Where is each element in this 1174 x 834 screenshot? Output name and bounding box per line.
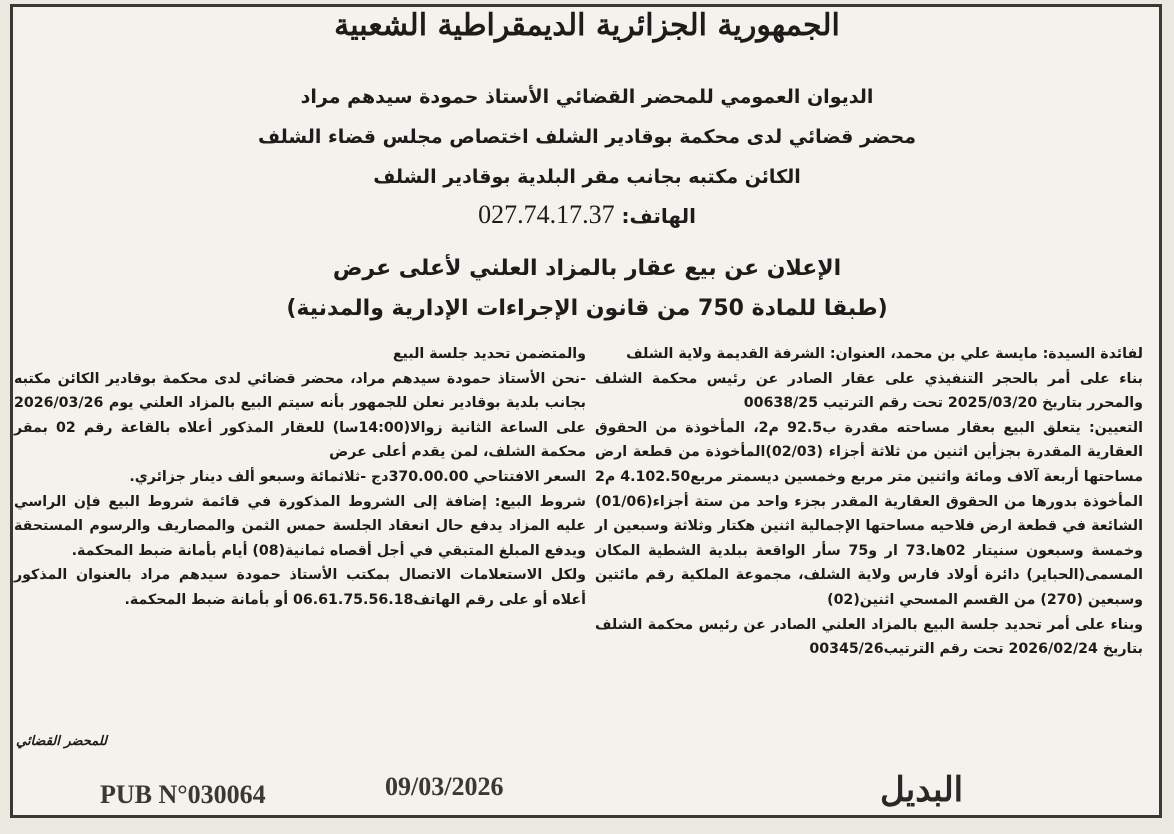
announcement-heading: الإعلان عن بيع عقار بالمزاد العلني لأعلى عرض [332, 256, 842, 281]
left-column [14, 342, 586, 613]
sale-order-paragraph: وبناء على أمر تحديد جلسة البيع بالمزاد العلني الصادر عن رئيس محكمة الشلف بتاريخ 2026/02/24 تحت رقم الترتيب00345/26 [595, 616, 1143, 658]
office-address: الكائن مكتبه بجانب مقر البلدية بوقادير الشلف [373, 166, 801, 188]
newspaper-logo: البديل [880, 770, 964, 810]
office-phone [0, 200, 1174, 230]
signature: للمحضر القضائي [16, 734, 107, 749]
pub-number: PUB N°030064 [100, 780, 266, 809]
office-name: الديوان العمومي للمحضر القضائي الأستاذ حمودة سيدهم مراد [300, 86, 874, 108]
auction-paragraph: -نحن الأستاذ حمودة سيدهم مراد، محضر قضائي لدى محكمة بوقادير الكائن مكتبه بجانب بلدية بوقادير نعلن للجمهور بأنه سيتم البيع بالمزاد العلني يوم 2026/03/26 على الساعة الثانية زوالا(14:00سا) للعقار المذكور أعلاه بالقاعة رقم 02 بمقر محكمة الشلف، لمن يقدم أعلى عرض [14, 370, 587, 461]
beneficiary-paragraph: لفائدة السيدة: مايسة علي بن محمد، العنوان: الشرفة القديمة ولاية الشلف [626, 346, 1143, 362]
property-designation-paragraph: التعيين: يتعلق البيع بعقار مساحته مقدرة ب92.5 م2، المأخوذة من الحقوق العقارية المقدرة بجزأين اثنين من ثلاثة أجزاء (02/03)المأخوذة من قطعة ارض مساحتها أربعة آلاف ومائة واثنين متر مربع وخمسين ديسمتر مربع4.102.50 م2 المأخوذة بدورها من الحقوق العقارية المقدر بجزء واحد من ستة أجزاء(01/06) الشائعة في قطعة ارض فلاحيه مساحتها الإجمالية اثنين هكتار وثلاثة وسبعين ار وخمسة وسبعون سنيتار 02ها.73 ار و75 سأر الواقعة ببلدية الشطية المكان المسمى(الحباير) دائرة أولاد فارس ولاية الشلف، مجموعة الملكية رقم مائتين وسبعين (270) من القسم المسحي اثنين(02) [595, 419, 1143, 608]
seizure-order-paragraph: بناء على أمر بالحجر التنفيذي على عقار الصادر عن رئيس محكمة الشلف والمحرر بتاريخ 2025/03/20 تحت رقم الترتيب 00638/25 [595, 370, 1143, 412]
phone-label: الهاتف: [621, 204, 696, 228]
sale-conditions-paragraph: شروط البيع: إضافة إلى الشروط المذكورة في قائمة شروط البيع فإن الراسي عليه المزاد يدفع حال انعقاد الجلسة حمس الثمن والمصاريف والرسوم المستحقة ويدفع المبلغ المتبقي في أجل أقصاه ثمانية(08) أيام بأمانة ضبط المحكمة. [14, 493, 586, 559]
right-column [595, 342, 1143, 662]
phone-number: 027.74.17.37 [478, 200, 615, 229]
opening-price-paragraph: السعر الافتتاحي 370.00.00دج -ثلاثمائة وسبعو ألف دينار جزائري. [129, 468, 586, 485]
document-title: الجمهورية الجزائرية الديمقراطية الشعبية [334, 8, 840, 43]
session-heading: والمتضمن تحديد جلسة البيع [392, 346, 586, 362]
announcement-legal-basis: (طبقا للمادة 750 من قانون الإجراءات الإدارية والمدنية) [286, 296, 888, 321]
court-jurisdiction: محضر قضائي لدى محكمة بوقادير الشلف اختصاص مجلس قضاء الشلف [258, 126, 916, 148]
publication-date: 09/03/2026 [385, 772, 504, 801]
contact-paragraph: ولكل الاستعلامات الاتصال بمكتب الأستاذ حمودة سيدهم مراد بالعنوان المذكور أعلاه أو على رقم الهاتف06.61.75.56.18 أو بأمانة ضبط المحكمة. [14, 567, 586, 608]
